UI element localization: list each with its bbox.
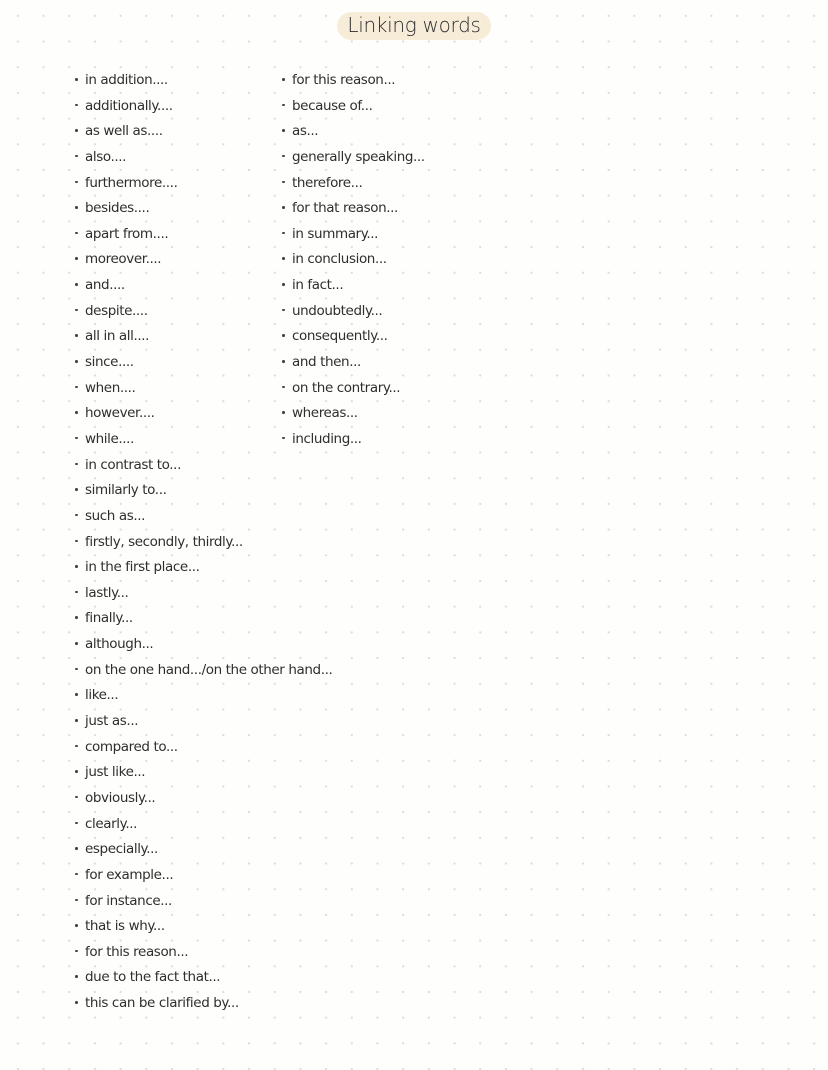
list-item-text: due to the fact that... (85, 969, 221, 986)
list-item-text: in fact... (292, 277, 344, 294)
list-item-text: consequently... (292, 328, 388, 345)
list-item-text: firstly, secondly, thirdly... (85, 533, 243, 550)
bullet-icon (75, 795, 79, 799)
bullet-icon (75, 821, 79, 825)
bullet-icon (282, 77, 286, 81)
list-item (282, 68, 425, 94)
list-item-text: in addition.... (85, 72, 168, 88)
bullet-icon (75, 103, 79, 107)
bullet-icon (75, 436, 79, 440)
bullet-icon (282, 103, 286, 107)
list-item-text: since.... (85, 354, 134, 371)
list-item (75, 581, 332, 607)
bullet-icon (282, 308, 286, 312)
list-item-text: that is why... (85, 918, 165, 935)
list-item-text: despite.... (85, 302, 148, 319)
bullet-icon (75, 333, 79, 337)
list-item (75, 889, 332, 915)
list-item-text: also.... (85, 148, 127, 165)
list-item-text: this can be clarified by... (85, 995, 239, 1012)
list-item-text: for that reason... (292, 200, 398, 217)
bullet-icon (75, 744, 79, 748)
list-item (282, 401, 425, 427)
list-item (75, 504, 332, 530)
bullet-icon (282, 333, 286, 337)
list-item-text: clearly... (85, 815, 137, 832)
bullet-icon (282, 410, 286, 414)
bullet-icon (75, 180, 79, 184)
bullet-icon (75, 308, 79, 312)
linking-words-right-column (282, 68, 425, 453)
bullet-icon (75, 77, 79, 81)
bullet-icon (75, 128, 79, 132)
list-item-text: because of... (292, 97, 373, 114)
list-item (75, 760, 332, 786)
list-item-text: in contrast to... (85, 456, 181, 473)
bullet-icon (75, 154, 79, 158)
bullet-icon (75, 231, 79, 235)
list-item-text: whereas... (292, 405, 358, 422)
list-item-text: when.... (85, 379, 136, 396)
bullet-icon (75, 615, 79, 619)
list-item (282, 350, 425, 376)
bullet-icon (75, 718, 79, 722)
list-item (75, 555, 332, 581)
bullet-icon (282, 359, 286, 363)
list-item (75, 683, 332, 709)
list-item-text: in the first place... (85, 559, 200, 576)
list-item-text: compared to... (85, 738, 178, 755)
list-item-text: just like... (85, 764, 146, 781)
list-item (75, 786, 332, 812)
list-item-text: additionally.... (85, 97, 173, 114)
list-item (75, 530, 332, 556)
list-item (75, 914, 332, 940)
bullet-icon (282, 282, 286, 286)
list-item (75, 812, 332, 838)
list-item-text: as well as.... (85, 123, 163, 140)
list-item-text: obviously... (85, 789, 156, 806)
list-item-text: while.... (85, 430, 134, 447)
list-item-text: lastly... (85, 584, 129, 601)
bullet-icon (282, 436, 286, 440)
list-item-text: like... (85, 687, 119, 704)
list-item-text: for example... (85, 866, 174, 883)
list-item-text: for this reason... (85, 943, 189, 960)
bullet-icon (75, 282, 79, 286)
list-item (282, 376, 425, 402)
list-item-text: similarly to... (85, 482, 167, 499)
list-item-text: for instance... (85, 892, 172, 909)
bullet-icon (75, 359, 79, 363)
bullet-icon (75, 487, 79, 491)
list-item (75, 632, 332, 658)
bullet-icon (75, 256, 79, 260)
bullet-icon (75, 539, 79, 543)
list-item-text: moreover.... (85, 251, 162, 268)
list-item-text: in conclusion... (292, 251, 387, 268)
list-item (282, 171, 425, 197)
bullet-icon (75, 1000, 79, 1004)
list-item (75, 837, 332, 863)
list-item (75, 863, 332, 889)
bullet-icon (282, 231, 286, 235)
bullet-icon (75, 410, 79, 414)
list-item (282, 145, 425, 171)
list-item (75, 735, 332, 761)
bullet-icon (75, 872, 79, 876)
bullet-icon (75, 462, 79, 466)
list-item (282, 427, 425, 453)
bullet-icon (75, 692, 79, 696)
list-item (75, 658, 332, 684)
list-item-text: and.... (85, 277, 125, 294)
bullet-icon (75, 846, 79, 850)
list-item (75, 453, 332, 479)
list-item-text: undoubtedly... (292, 302, 383, 319)
list-item (75, 606, 332, 632)
list-item (282, 94, 425, 120)
bullet-icon (75, 205, 79, 209)
bullet-icon (75, 898, 79, 902)
bullet-icon (75, 385, 79, 389)
list-item-text: all in all.... (85, 328, 150, 345)
bullet-icon (75, 641, 79, 645)
list-item-text: furthermore.... (85, 174, 178, 191)
list-item-text: such as... (85, 507, 146, 524)
bullet-icon (282, 385, 286, 389)
list-item-text: for this reason... (292, 72, 396, 88)
list-item (75, 940, 332, 966)
list-item-text: generally speaking... (292, 148, 425, 165)
list-item-text: although... (85, 636, 154, 653)
bullet-icon (75, 923, 79, 927)
list-item (75, 991, 332, 1017)
list-item-text: as... (292, 123, 319, 140)
list-item-text: therefore... (292, 174, 363, 191)
title-area (0, 12, 828, 40)
list-item-text: finally... (85, 610, 133, 627)
list-item-text: apart from.... (85, 225, 169, 242)
list-item-text: besides.... (85, 200, 150, 217)
bullet-icon (75, 667, 79, 671)
list-item-text: just as... (85, 713, 139, 730)
list-item-text: on the contrary... (292, 379, 401, 396)
list-item (282, 247, 425, 273)
list-item-text: and then... (292, 354, 361, 371)
bullet-icon (282, 154, 286, 158)
bullet-icon (75, 949, 79, 953)
page-title: Linking words (337, 12, 490, 40)
bullet-icon (75, 513, 79, 517)
bullet-icon (282, 180, 286, 184)
bullet-icon (282, 205, 286, 209)
list-item-text: including... (292, 430, 362, 447)
bullet-icon (282, 128, 286, 132)
list-item (282, 273, 425, 299)
list-item (282, 324, 425, 350)
bullet-icon (75, 769, 79, 773)
list-item (75, 965, 332, 991)
list-item (282, 196, 425, 222)
list-item-text: on the one hand.../on the other hand... (85, 661, 333, 678)
bullet-icon (282, 256, 286, 260)
bullet-icon (75, 590, 79, 594)
list-item (282, 119, 425, 145)
list-item (282, 222, 425, 248)
list-item-text: however.... (85, 405, 155, 422)
bullet-icon (75, 974, 79, 978)
list-item-text: especially... (85, 841, 158, 858)
list-item-text: in summary... (292, 225, 379, 242)
list-item (75, 478, 332, 504)
list-item (75, 709, 332, 735)
list-item (282, 299, 425, 325)
bullet-icon (75, 564, 79, 568)
